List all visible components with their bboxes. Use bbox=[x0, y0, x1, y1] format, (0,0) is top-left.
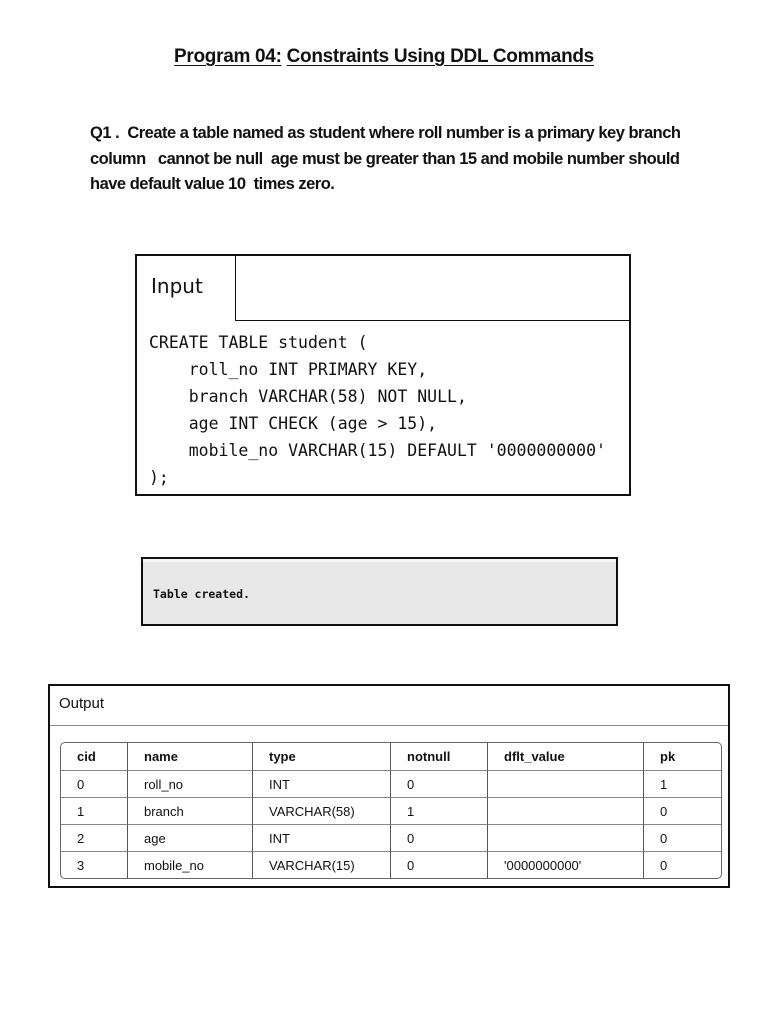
code-line: CREATE TABLE student ( bbox=[149, 333, 368, 352]
result-panel bbox=[141, 557, 618, 626]
column-header: type bbox=[253, 743, 391, 771]
output-panel bbox=[48, 684, 730, 888]
table-cell: 0 bbox=[660, 857, 668, 873]
table-row bbox=[61, 771, 721, 798]
code-line: roll_no INT PRIMARY KEY, bbox=[149, 360, 428, 379]
code-line: ); bbox=[149, 468, 169, 487]
table-cell: branch bbox=[128, 798, 253, 825]
table-cell: roll_no bbox=[128, 771, 253, 798]
question-line: have default value 10 times zero. bbox=[90, 175, 335, 193]
code-line: age INT CHECK (age > 15), bbox=[149, 414, 438, 433]
input-label: Input bbox=[137, 256, 236, 321]
page-title bbox=[0, 46, 768, 68]
table-cell: VARCHAR(58) bbox=[253, 798, 391, 825]
table-cell: INT bbox=[253, 771, 391, 798]
code-line: branch VARCHAR(58) NOT NULL, bbox=[149, 387, 467, 406]
table-cell: INT bbox=[253, 825, 391, 852]
table-cell: 0 bbox=[391, 852, 488, 878]
input-divider bbox=[235, 320, 629, 321]
table-cell: '0000000000' bbox=[488, 852, 644, 878]
table-cell: 0 bbox=[644, 825, 721, 852]
table-cell: 1 bbox=[391, 798, 488, 825]
output-divider bbox=[50, 725, 728, 726]
output-label: Output bbox=[59, 695, 105, 712]
title-topic: Constraints Using DDL Commands bbox=[286, 46, 594, 67]
column-header: pk bbox=[644, 743, 721, 771]
input-panel bbox=[135, 254, 631, 496]
table-cell: 0 bbox=[644, 798, 721, 825]
column-header: notnull bbox=[391, 743, 488, 771]
table-cell bbox=[488, 771, 644, 798]
column-header: cid bbox=[61, 743, 128, 771]
title-prefix: Program 04: bbox=[174, 46, 282, 67]
table-row bbox=[61, 825, 721, 852]
column-header: dflt_value bbox=[488, 743, 644, 771]
schema-table bbox=[60, 742, 722, 879]
code-line: mobile_no VARCHAR(15) DEFAULT '0000000000' bbox=[149, 441, 606, 460]
result-message: Table created. bbox=[153, 587, 250, 601]
table-cell: 1 bbox=[644, 771, 721, 798]
table-cell: mobile_no bbox=[128, 852, 253, 878]
sql-code bbox=[149, 329, 606, 491]
question-line: Q1 . Create a table named as student where roll number is a primary key branch bbox=[90, 124, 681, 142]
table-cell: VARCHAR(15) bbox=[253, 852, 391, 878]
table-cell: 0 bbox=[61, 771, 128, 798]
table-header-row bbox=[61, 743, 721, 771]
table-cell bbox=[488, 798, 644, 825]
table-cell: 1 bbox=[61, 798, 128, 825]
question-text bbox=[90, 121, 740, 198]
table-cell bbox=[488, 825, 644, 852]
table-row bbox=[61, 852, 721, 878]
table-row bbox=[61, 798, 721, 825]
table-cell: 2 bbox=[61, 825, 128, 852]
table-cell: age bbox=[128, 825, 253, 852]
column-header: name bbox=[128, 743, 253, 771]
table-cell: 0 bbox=[391, 825, 488, 852]
table-cell: 0 bbox=[391, 771, 488, 798]
table-cell: 3 bbox=[61, 852, 128, 878]
question-line: column cannot be null age must be greater than 15 and mobile number should bbox=[90, 149, 680, 168]
